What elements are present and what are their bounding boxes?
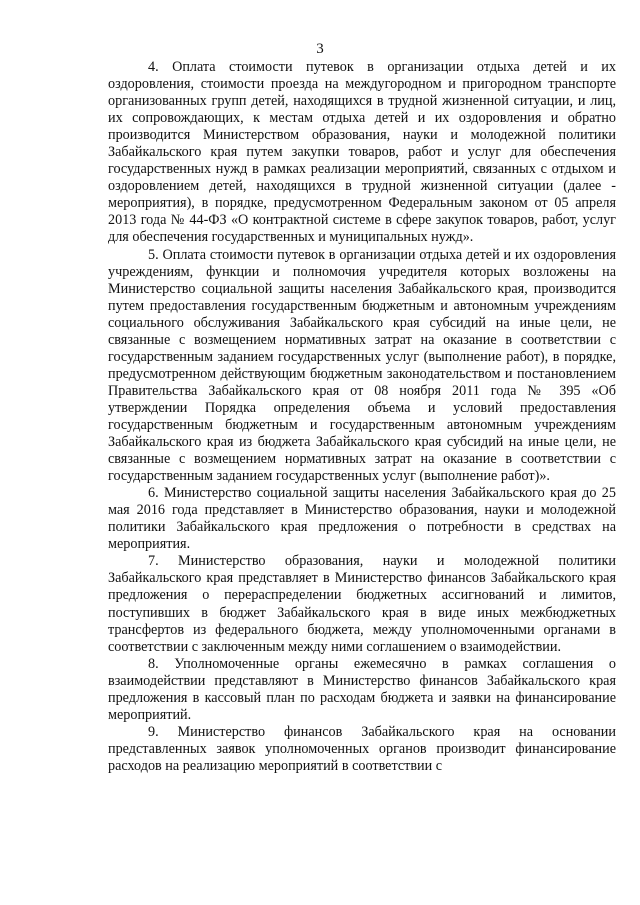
paragraph-6: 6. Министерство социальной защиты населения Забайкальского края до 25 мая 2016 года представляет в Министерство образования, науки и молодежной политики Забайкальского края предложения о потребности в средствах на мероприятия. [108, 485, 616, 553]
page-number: 3 [316, 41, 324, 57]
paragraph-7: 7. Министерство образования, науки и молодежной политики Забайкальского края представляет в Министерство финансов Забайкальского края предложения о перераспределении бюджетных ассигнований и лимитов, поступивших в бюджет Забайкальского края в виде иных межбюджетных трансфертов из федерального бюджета, между уполномоченными органами в соответствии с заключенным между ними соглашением о взаимодействии. [108, 553, 616, 655]
document-body [108, 59, 616, 775]
paragraph-4: 4. Оплата стоимости путевок в организации отдыха детей и их оздоровления, стоимости проезда на междугородном и пригородном транспорте организованных групп детей, находящихся в трудной жизненной ситуации, и лиц, их сопровождающих, к местам отдыха детей и их оздоровления и обратно производится Министерством образования, науки и молодежной политики Забайкальского края путем закупки товаров, работ и услуг для обеспечения государственных нужд в рамках реализации мероприятий, связанных с отдыхом и оздоровлением детей, находящихся в трудной жизненной ситуации (далее - мероприятия), в порядке, предусмотренном Федеральным законом от 05 апреля 2013 года № 44-ФЗ «О контрактной системе в сфере закупок товаров, работ, услуг для обеспечения государственных и муниципальных нужд». [108, 59, 616, 246]
paragraph-9: 9. Министерство финансов Забайкальского края на основании представленных заявок уполномоченных органов производит финансирование расходов на реализацию мероприятий в соответствии с [108, 723, 616, 774]
paragraph-8: 8. Уполномоченные органы ежемесячно в рамках соглашения о взаимодействии представляют в Министерство финансов Забайкальского края предложения в кассовый план по расходам бюджета и заявки на финансирование мероприятий. [108, 655, 616, 723]
paragraph-5: 5. Оплата стоимости путевок в организации отдыха детей и их оздоровления учреждениям, функции и полномочия учредителя которых возложены на Министерство социальной защиты населения Забайкальского края, производится путем предоставления государственным бюджетным и автономным учреждениям социального обслуживания Забайкальского края субсидий на иные цели, не связанные с возмещением нормативных затрат на оказание в соответствии с государственным заданием государственных услуг (выполнение работ), в порядке, предусмотренном действующим бюджетным законодательством и постановлением Правительства Забайкальского края от 08 ноября 2011 года № 395 «Об утверждении Порядка определения объема и условий предоставления государственным бюджетным и государственным автономным учреждениям Забайкальского края из бюджета Забайкальского края субсидий на иные цели, не связанные с возмещением нормативных затрат на оказание в соответствии с государственным заданием государственных услуг (выполнение работ)». [108, 246, 616, 485]
